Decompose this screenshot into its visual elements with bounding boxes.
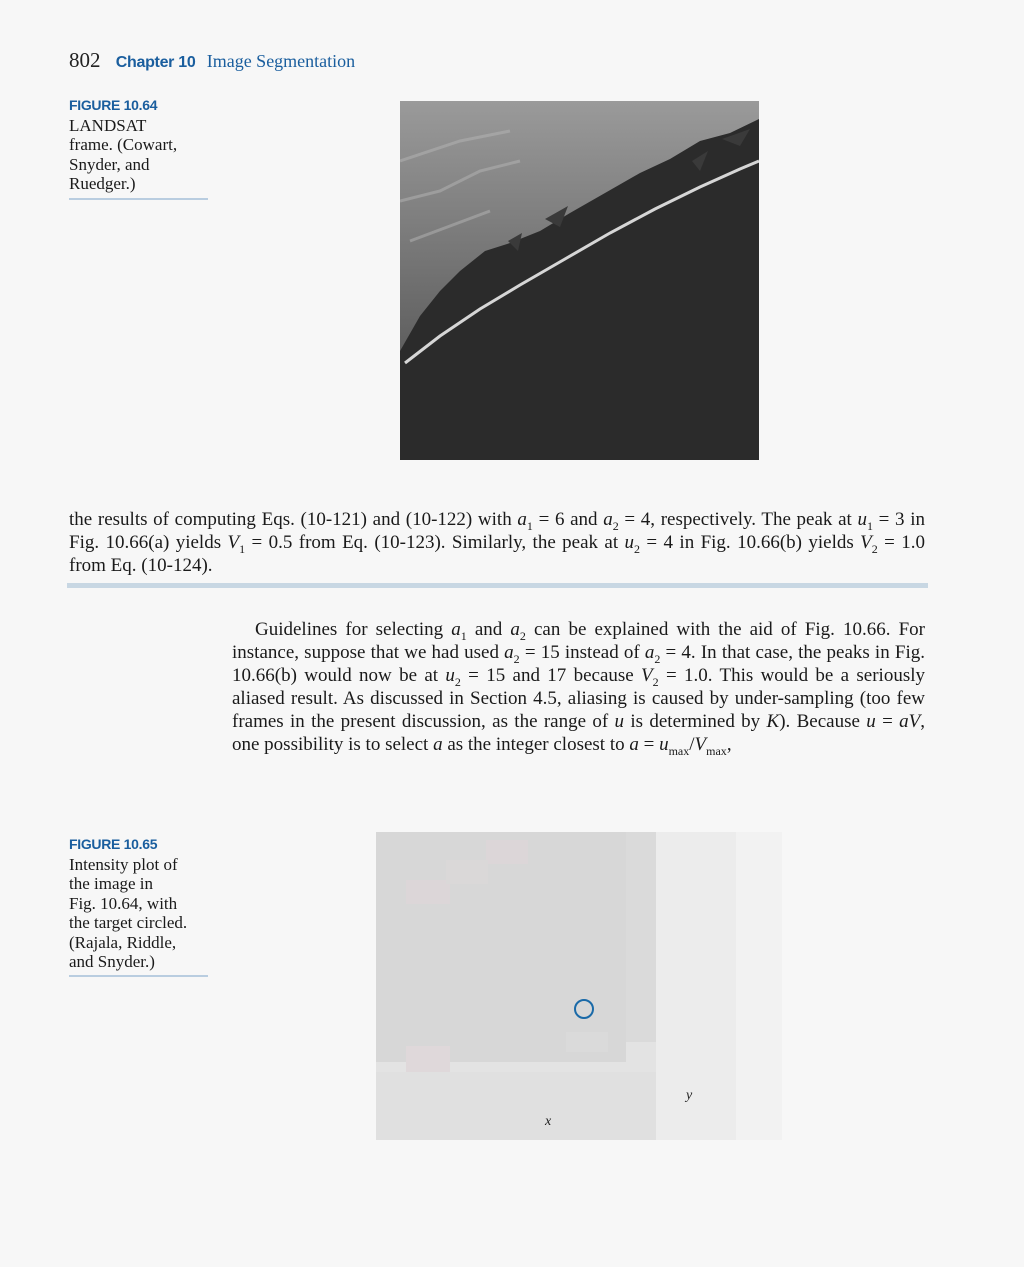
text-run: = 4, respectively. The peak at [618,509,858,530]
text-run: = 1.0. This would be a seriously aliased result. As discussed in Section 4.5, aliasing is caused by under-sampling (too few frames in the present discussion, as the range of [232,665,925,732]
plateau-edge [626,832,656,1042]
figure-number: FIGURE 10.64 [69,97,158,113]
intensity-plot [376,832,782,1140]
paragraph-guidelines: Guidelines for selecting $a_1$ and $a_2$ can be explained with the aid of Fig. 10.66. For instance, suppose that we had used $a_2 = 15$ instead of $a_2 = 4$. In that case, the peaks in Fig. 10.66(b) would now be at $u_2 = 15$ and 17 because $V_2 = 1.0$. This would be a seriously aliased result. As discussed in Section 4.5, aliasing is caused by under-sampling (too few frames in the present discussion, as the range of u is determined by K). Because u = aV, one possibility is to select a as the integer closest to $a = u_{max}/V_{max}$, [232,619,925,758]
landsat-svg [400,101,759,460]
ridge-edge [736,832,782,1140]
plateau-region [376,832,626,1062]
running-header [69,48,355,73]
caption-line: Fig. 10.64, with [69,893,178,913]
paragraph-continued: the results of computing Eqs. (10-121) and (10-122) with $a_1 = 6$ and $a_2 = 4$, respectively. The peak at $u_1 = 3$ in Fig. 10.66(a) yields $V_1 = 0.5$ from Eq. (10-123). Similarly, the peak at $u_2 = 4$ in Fig. 10.66(b) yields $V_2 = 1.0$ from Eq. (10-124). [69,509,925,576]
figure-10-64-caption [69,96,209,194]
text-run: ). Because [779,711,867,732]
caption-line: Snyder, and [69,154,150,174]
text-run: = 15 instead of [519,642,645,663]
x-axis-label: x [545,1114,552,1129]
page-number: 802 [69,48,101,72]
text-run: = 6 and [532,509,604,530]
caption-divider [69,198,208,200]
text-run: = 1.0 from Eq. (10-124). [69,532,925,576]
target-circle [574,999,594,1019]
surface-patch [406,1046,450,1072]
caption-divider [69,975,208,977]
chapter-label: Chapter 10 [115,54,196,71]
text-run: the results of computing Eqs. (10-121) and (10-122) with [69,509,518,530]
ridge-region [656,832,736,1140]
figure-10-65-caption [69,835,209,972]
caption-line: (Rajala, Riddle, [69,932,177,952]
text-run: as the integer closest to [442,734,630,755]
chapter-title: Image Segmentation [206,51,356,71]
caption-line: Intensity plot of [69,854,178,874]
foreground-surface [376,1072,656,1140]
surface-patch [446,860,488,884]
caption-line: Ruedger.) [69,174,136,193]
y-axis-label: y [686,1088,693,1103]
section-divider [67,583,928,588]
caption-line: the image in [69,874,154,893]
text-run: = 15 and 17 because [460,665,642,686]
text-run: and [466,619,511,640]
caption-line: frame. (Cowart, [69,135,178,154]
text-run: = 3 in Fig. 10.66(a) yields [69,509,925,553]
text-run: , [726,734,732,755]
caption-line: and Snyder.) [69,952,155,971]
intensity-plot-svg [376,832,782,1140]
text-run: = 4 in Fig. 10.66(b) yields [640,532,861,553]
caption-line: LANDSAT [69,115,147,135]
surface-patch [486,840,528,864]
text-run: can be explained with the aid of Fig. 10.66. For instance, suppose that we had used [232,619,925,663]
surface-patch [406,880,450,904]
text-run: = 0.5 from Eq. (10-123). Similarly, the peak at [245,532,625,553]
text-run: = 4. In that case, the peaks in Fig. 10.66(b) would now be at [232,642,925,686]
text-run: is determined by [624,711,767,732]
landsat-image [400,101,759,460]
surface-patch [566,1032,608,1052]
text-run: Guidelines for selecting [255,619,452,640]
figure-number: FIGURE 10.65 [69,836,158,852]
text-run: , one possibility is to select [232,711,925,755]
caption-line: the target circled. [69,913,188,932]
